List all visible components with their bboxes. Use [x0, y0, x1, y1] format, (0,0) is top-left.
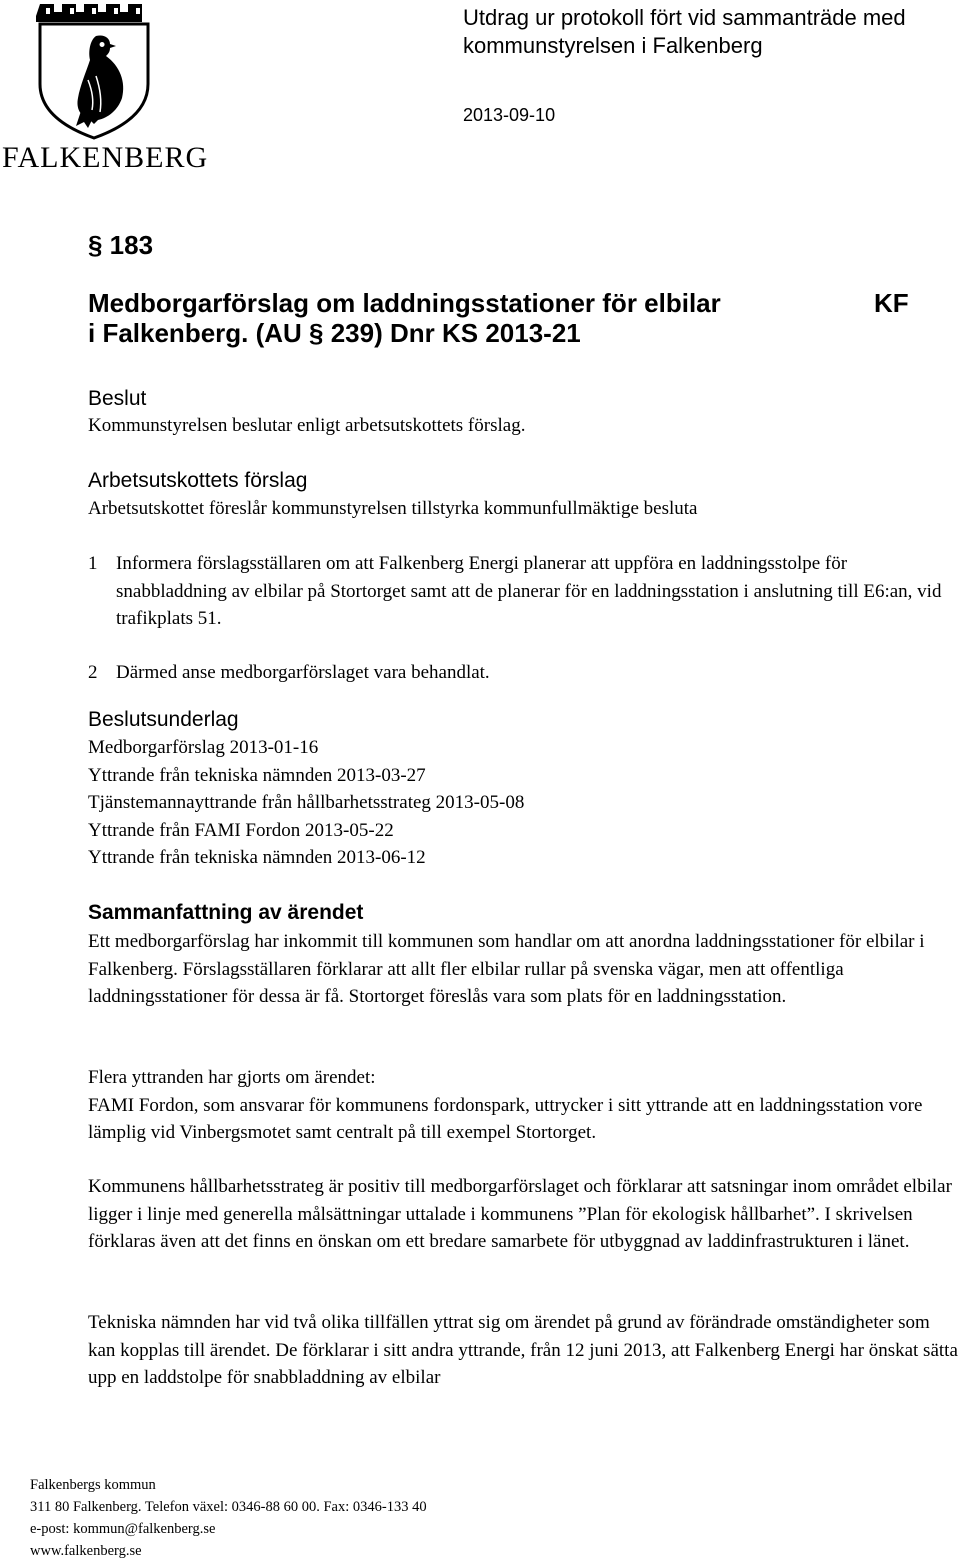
matter-title-line-1: Medborgarförslag om laddningsstationer för elbilar [88, 288, 721, 318]
list-item [88, 550, 958, 634]
list-item: Yttrande från FAMI Fordon 2013-05-22 [88, 819, 394, 841]
document-date: 2013-09-10 [463, 105, 556, 125]
yttranden-paragraph: Flera yttranden har gjorts om ärendet: FAMI Fordon, som ansvarar för kommunens fordonspark, uttrycker i sitt yttrande att en laddningsstation vore lämplig vid Vinbergsmotet samt centralt på till exempel Stortorget. [88, 1067, 923, 1143]
tekniska-namnden-paragraph: Tekniska nämnden har vid två olika tillfällen yttrat sig om ärendet på grund av förändrade omständigheter som kan kopplas till ärendet. De förklarar i sitt andra yttrande, från 12 juni 2013, att Falkenberg Energi har önskat sätta upp en laddstolpe för snabbladdning av elbilar [88, 1312, 958, 1388]
beslutsunderlag-list [88, 734, 524, 872]
au-forslag-text: Arbetsutskottet föreslår kommunstyrelsen tillstyrka kommunfullmäktige besluta [88, 498, 698, 519]
list-item-text: Därmed anse medborgarförslaget vara behandlat. [116, 662, 490, 683]
sammanfattning-heading: Sammanfattning av ärendet [88, 901, 364, 924]
brand-wordmark: FALKENBERG [2, 141, 209, 174]
beslutsunderlag-heading: Beslutsunderlag [88, 708, 239, 731]
list-item: Yttrande från tekniska nämnden 2013-03-27 [88, 764, 426, 786]
hallbarhetsstrateg-paragraph: Kommunens hållbarhetsstrateg är positiv till medborgarförslaget och förklarar att satsningar inom området elbilar ligger i linje med generella målsättningar uttalade i kommunens ”Plan för ekologisk hållbarhet”. I skrivelsen förklaras även att det finns en önskan om ett bredare samarbete för utbyggnad av laddinfrastrukturen i länet. [88, 1176, 952, 1252]
decision-body-tag: KF [874, 288, 909, 318]
list-item: Medborgarförslag 2013-01-16 [88, 737, 319, 758]
matter-title-line-2: i Falkenberg. (AU § 239) Dnr KS 2013-21 [88, 318, 581, 348]
beslut-heading: Beslut [88, 387, 147, 410]
beslut-text: Kommunstyrelsen beslutar enligt arbetsutskottets förslag. [88, 415, 526, 436]
list-item-number: 2 [88, 662, 98, 683]
list-item-number: 1 [88, 553, 98, 574]
footer-address: 311 80 Falkenberg. Telefon växel: 0346-88 60 00. Fax: 0346-133 40 [30, 1499, 427, 1515]
list-item-text: Informera förslagsställaren om att Falkenberg Energi planerar att uppföra en laddningsstolpe för snabbladdning av elbilar på Stortorget samt att de planerar för en laddningsstation i anslutning till E6:an, vid trafikplats 51. [116, 553, 942, 629]
paragraph-number: § 183 [88, 230, 154, 260]
matter-title [88, 288, 808, 348]
list-item: Yttrande från tekniska nämnden 2013-06-12 [88, 847, 426, 868]
page-footer [30, 1474, 427, 1562]
footer-org: Falkenbergs kommun [30, 1477, 156, 1493]
au-forslag-heading: Arbetsutskottets förslag [88, 469, 308, 492]
footer-web[interactable]: www.falkenberg.se [30, 1543, 142, 1559]
document-header-title: Utdrag ur protokoll fört vid sammanträde med kommunstyrelsen i Falkenberg [463, 5, 906, 58]
falcon-coat-of-arms-icon [36, 0, 152, 140]
sammanfattning-paragraph: Ett medborgarförslag har inkommit till kommunen som handlar om att anordna laddningsstationer för elbilar i Falkenberg. Förslagsställaren förklarar att allt fler elbilar rullar på svenska vägar, men att offentliga laddningsstationer för dessa är få. Stortorget föreslås vara som plats för en laddningsstation. [88, 931, 925, 1007]
footer-email[interactable]: e-post: kommun@falkenberg.se [30, 1521, 216, 1537]
list-item: Tjänstemannayttrande från hållbarhetsstrateg 2013-05-08 [88, 792, 525, 813]
list-item [88, 659, 958, 687]
